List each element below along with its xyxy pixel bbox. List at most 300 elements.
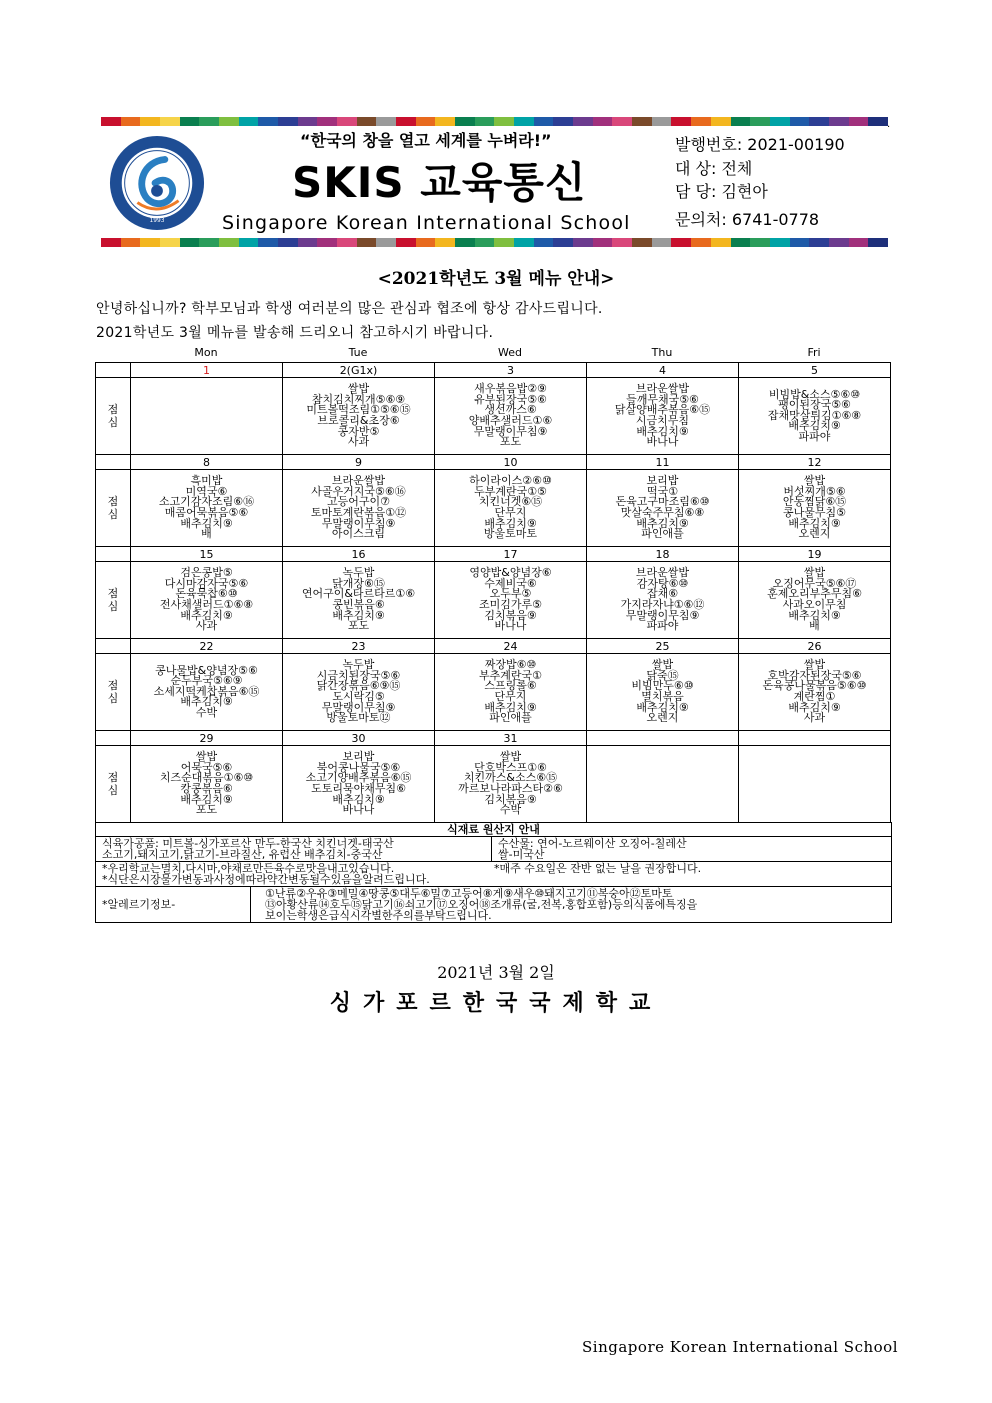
menu-item: 쌀밥: [803, 658, 826, 672]
meal-cell: [283, 378, 435, 455]
meal-row: [96, 654, 891, 731]
meal-cell: [435, 654, 587, 731]
bar-segment: [455, 117, 475, 126]
allergy-line-1: ①난류②우유③메밀④땅콩⑤대두⑥밀⑦고등어⑧게⑨새우⑩돼지고기⑪복숭아⑫토마토: [265, 887, 673, 900]
menu-item: 무말랭이무침⑨: [321, 516, 396, 530]
menu-item: 돈육고구마조림⑥⑩: [615, 495, 710, 509]
menu-item: 김치볶음⑨: [484, 608, 537, 622]
bar-segment: [534, 238, 554, 247]
menu-item: 브라운쌀밥: [635, 566, 690, 580]
meal-cell: [131, 470, 283, 547]
menu-item: 배추김치⑨: [636, 516, 689, 530]
menu-item: 감자탕⑥⑩: [636, 576, 689, 590]
meal-cell: [131, 746, 283, 823]
bar-segment: [337, 238, 357, 247]
meal-row: [96, 746, 891, 823]
menu-item: 배추김치⑨: [180, 516, 233, 530]
origin-table: [95, 822, 892, 923]
bar-segment: [632, 117, 652, 126]
person-in-charge: 담 당: 김현아: [675, 182, 768, 201]
date-cell: 19: [739, 547, 891, 562]
menu-item: 하이라이스②⑥⑩: [469, 474, 552, 488]
bar-segment: [573, 238, 593, 247]
menu-item: 사골우거지국⑤⑥⑯: [311, 484, 406, 498]
date-cell: 15: [131, 547, 283, 562]
meal-label-char: 점: [107, 403, 119, 416]
allergy-label: *알레르기정보-: [96, 887, 251, 923]
menu-item: 브로콜리&초장⑥: [317, 414, 400, 427]
meal-cell: [435, 378, 587, 455]
menu-item: 녹두밥: [342, 658, 375, 672]
menu-item: 사과: [195, 619, 218, 633]
menu-item: 배추김치⑨: [788, 516, 841, 530]
date-cell: 18: [587, 547, 739, 562]
date-cell: [739, 731, 891, 746]
meal-label-char: 점: [107, 679, 119, 692]
meal-cell: [435, 746, 587, 823]
menu-item: 연어구이&타르타르①⑥: [301, 587, 416, 601]
meal-label-char: 점: [107, 495, 119, 508]
meal-cell: [131, 654, 283, 731]
menu-item: 안동찜닭⑥⑮: [782, 495, 847, 509]
school-english-name: Singapore Korean International School: [222, 212, 631, 234]
menu-item: 배추김치⑨: [484, 516, 537, 530]
date-row-spacer: [96, 639, 131, 654]
menu-item: 단무지: [494, 690, 527, 703]
menu-item: 브라운쌀밥: [331, 474, 386, 488]
meal-cell: [283, 746, 435, 823]
menu-item: 사과: [803, 711, 826, 725]
menu-item: 가지라자냐①⑥⑫: [620, 598, 705, 611]
bar-segment: [868, 238, 888, 247]
meal-label-char: 심: [107, 508, 119, 521]
bar-segment: [514, 238, 534, 247]
date-cell: 24: [435, 639, 587, 654]
menu-item: 배추김치⑨: [332, 792, 385, 806]
top-color-bar: [101, 117, 888, 126]
meal-row: [96, 562, 891, 639]
menu-item: 배추김치⑨: [484, 700, 537, 714]
menu-item: 치킨너겟⑥⑮: [478, 495, 543, 509]
bar-segment: [160, 117, 180, 126]
menu-item: 소고기감자조림⑥⑯: [158, 495, 255, 509]
meal-cell: [587, 378, 739, 455]
school-korean-name: 싱가포르한국국제학교: [329, 990, 663, 1016]
menu-item: 포도: [347, 619, 370, 633]
menu-item: 수박: [499, 803, 522, 817]
bar-segment: [711, 238, 731, 247]
date-cell: 22: [131, 639, 283, 654]
menu-item: 배추김치⑨: [180, 792, 233, 806]
bar-segment: [632, 238, 652, 247]
menu-item: 사과오이무침: [782, 598, 847, 611]
bar-segment: [671, 238, 691, 247]
menu-item: 북어콩나물국⑤⑥: [316, 760, 401, 774]
bar-segment: [534, 117, 554, 126]
menu-item: 보리밥: [342, 750, 375, 764]
menu-item: 방울토마토⑫: [326, 711, 391, 725]
svg-text:1993: 1993: [149, 218, 165, 225]
bar-segment: [376, 117, 396, 126]
date-cell: 10: [435, 455, 587, 470]
menu-item: 매콤어묵볶음⑤⑥: [164, 506, 249, 519]
menu-item: 생선까스⑥: [484, 403, 537, 417]
meal-label: [96, 654, 131, 731]
menu-item: 배: [809, 619, 820, 633]
menu-item: 들깨무채국⑤⑥: [626, 392, 699, 406]
footer-school-name: Singapore Korean International School: [582, 1338, 898, 1356]
origin-processed-line-2: 소고기,돼지고기,닭고기-브라질산, 유럽산 배추김치-중국산: [102, 848, 383, 861]
bar-segment: [278, 238, 298, 247]
bar-segment: [849, 238, 869, 247]
date-row: [96, 731, 891, 746]
menu-title: <2021학년도 3월 메뉴 안내>: [377, 269, 615, 289]
menu-item: 스프링롤⑥: [484, 679, 537, 693]
menu-item: 떡국①: [646, 484, 679, 498]
weekday-wed: Wed: [498, 346, 522, 359]
bar-segment: [671, 117, 691, 126]
menu-item: 맛살숙주무침⑥⑧: [620, 506, 705, 519]
bar-segment: [790, 117, 810, 126]
origin-heading: 식재료 원산지 안내: [96, 823, 892, 837]
menu-item: 미트볼떡조림①⑤⑥⑮: [306, 403, 411, 417]
date-cell: 31: [435, 731, 587, 746]
menu-item: 배추김치⑨: [180, 695, 233, 709]
bar-segment: [612, 117, 632, 126]
meal-label-char: 점: [107, 771, 119, 784]
bar-segment: [809, 117, 829, 126]
bar-segment: [750, 117, 770, 126]
menu-item: 배추김치⑨: [636, 700, 689, 714]
slogan: “한국의 창을 열고 세계를 누벼라!”: [300, 131, 552, 150]
menu-item: 캉콩볶음⑥: [180, 782, 233, 795]
menu-item: 전사채샐러드①⑥⑧: [159, 598, 254, 611]
menu-item: 파파야: [798, 429, 831, 443]
bar-segment: [258, 238, 278, 247]
date-cell: 30: [283, 731, 435, 746]
bar-segment: [691, 238, 711, 247]
bar-segment: [416, 117, 436, 126]
menu-item: 토마토계란볶음①⑫: [310, 506, 407, 519]
menu-item: 순두부국⑤⑥⑨: [170, 674, 243, 688]
bar-segment: [278, 117, 298, 126]
menu-item: 비빔밥&소스⑤⑥⑩: [768, 387, 861, 401]
menu-item: 닭죽⑮: [646, 668, 679, 682]
allergy-line-3: 보이는학생은급식시각별한주의를부탁드립니다.: [265, 909, 492, 922]
menu-item: 단무지: [494, 506, 527, 519]
menu-item: 콩자반⑤: [337, 424, 380, 438]
issue-number: 발행번호: 2021-00190: [675, 135, 845, 154]
menu-item: 까르보나라파스타②⑥: [458, 782, 563, 795]
bar-segment: [435, 117, 455, 126]
bar-segment: [455, 238, 475, 247]
menu-item: 배추김치⑨: [636, 424, 689, 438]
meal-label-char: 심: [107, 600, 119, 613]
note-broth: *우리학교는멸치,다시마,야채로만든육수로맛을내고있습니다.: [102, 862, 395, 875]
bar-segment: [731, 238, 751, 247]
menu-item: 오렌지: [646, 711, 679, 725]
date-cell: 26: [739, 639, 891, 654]
menu-item: 콩나물밥&양념장⑤⑥: [155, 663, 258, 677]
meal-cell: [283, 470, 435, 547]
origin-seafood-line-2: 쌀-미국산: [498, 848, 545, 861]
menu-item: 도토리묵야채무침⑥: [311, 782, 406, 795]
meal-cell: [131, 378, 283, 455]
school-logo: [108, 134, 206, 232]
bar-segment: [691, 117, 711, 126]
bar-segment: [731, 117, 751, 126]
menu-item: 도시락김⑤: [332, 690, 385, 703]
meal-cell: [283, 654, 435, 731]
date-cell: 25: [587, 639, 739, 654]
date-row-spacer: [96, 731, 131, 746]
meal-label: [96, 378, 131, 455]
origin-processed: [96, 837, 492, 862]
bar-segment: [121, 238, 141, 247]
bar-segment: [357, 117, 377, 126]
meal-cell: [739, 378, 891, 455]
date-cell: 17: [435, 547, 587, 562]
menu-item: 돈육콩나물볶음⑤⑥⑩: [762, 679, 867, 693]
weekday-fri: Fri: [807, 346, 821, 359]
bar-segment: [553, 238, 573, 247]
menu-item: 무말랭이무침⑨: [625, 608, 700, 622]
bar-segment: [593, 238, 613, 247]
bar-segment: [475, 117, 495, 126]
menu-item: 팽이된장국⑤⑥: [778, 398, 851, 412]
menu-item: 콩빈볶음⑥: [332, 598, 385, 611]
meal-label-char: 심: [107, 416, 119, 429]
menu-item: 닭살양배추볶음⑥⑮: [614, 403, 711, 417]
bar-segment: [829, 238, 849, 247]
greeting-line-2: 2021학년도 3월 메뉴를 발송해 드리오니 참고하시기 바랍니다.: [96, 325, 494, 341]
meal-cell: [587, 470, 739, 547]
bar-segment: [180, 238, 200, 247]
bar-segment: [849, 117, 869, 126]
bar-segment: [435, 238, 455, 247]
date-cell: 11: [587, 455, 739, 470]
date-row: [96, 639, 891, 654]
bar-segment: [180, 117, 200, 126]
menu-item: 무말랭이무침⑨: [321, 700, 396, 714]
greeting-line-1: 안녕하십니까? 학부모님과 학생 여러분의 많은 관심과 협조에 항상 감사드립니다.: [96, 301, 603, 317]
bar-segment: [711, 117, 731, 126]
menu-item: 배추김치⑨: [180, 608, 233, 622]
menu-calendar: [95, 362, 891, 823]
bar-segment: [553, 117, 573, 126]
weekday-mon: Mon: [194, 346, 218, 359]
menu-item: 돈육묵찹⑥⑩: [175, 587, 238, 601]
date-cell: 3: [435, 363, 587, 378]
origin-notes: [96, 862, 892, 887]
weekday-header: [130, 346, 890, 359]
bar-segment: [199, 238, 219, 247]
bar-segment: [790, 238, 810, 247]
bar-segment: [337, 117, 357, 126]
meal-label: [96, 746, 131, 823]
date-cell: 12: [739, 455, 891, 470]
bar-segment: [573, 117, 593, 126]
bar-segment: [475, 238, 495, 247]
menu-item: 흑미밥: [190, 474, 223, 488]
date-row: [96, 455, 891, 470]
date-cell: 9: [283, 455, 435, 470]
meal-cell: [739, 654, 891, 731]
menu-item: 보리밥: [646, 474, 679, 488]
weekday-tue: Tue: [348, 346, 368, 359]
menu-item: 닭개장⑥⑮: [332, 576, 385, 590]
bar-segment: [416, 238, 436, 247]
bar-segment: [298, 238, 318, 247]
bar-segment: [514, 117, 534, 126]
menu-item: 배추김치⑨: [788, 608, 841, 622]
bar-segment: [612, 238, 632, 247]
bar-segment: [317, 117, 337, 126]
menu-item: 배추김치⑨: [332, 608, 385, 622]
menu-item: 비빔만두⑥⑩: [631, 679, 694, 693]
menu-item: 치킨까스&소스⑥⑮: [463, 771, 558, 785]
menu-item: 조미김가루⑤: [479, 598, 542, 611]
menu-item: 고등어구이⑦: [327, 495, 390, 509]
menu-item: 쌀밥: [803, 474, 826, 488]
menu-item: 유부된장국⑤⑥: [474, 392, 547, 406]
menu-item: 소세지떡케찹볶음⑥⑮: [153, 684, 260, 698]
menu-item: 쌀밥: [347, 382, 370, 396]
menu-item: 미역국⑥: [185, 484, 228, 498]
meal-label: [96, 562, 131, 639]
bar-segment: [770, 117, 790, 126]
meal-cell: [739, 746, 891, 823]
menu-item: 멸치볶음: [641, 690, 684, 703]
meal-cell: [131, 562, 283, 639]
origin-processed-line-1: 식육가공품: 미트볼-싱가포르산 만두-한국산 치킨너겟-태국산: [102, 837, 394, 850]
menu-item: 녹두밥: [342, 566, 375, 580]
meal-cell: [739, 562, 891, 639]
menu-item: 포도: [195, 803, 218, 817]
menu-item: 소고기양배추볶음⑥⑮: [305, 771, 412, 785]
menu-item: 짜장밥⑥⑩: [484, 658, 537, 672]
date-cell: 8: [131, 455, 283, 470]
bar-segment: [376, 238, 396, 247]
menu-item: 검은콩밥⑤: [180, 566, 233, 580]
meal-label: [96, 470, 131, 547]
bar-segment: [199, 117, 219, 126]
date-row: [96, 547, 891, 562]
bar-segment: [219, 238, 239, 247]
bar-segment: [239, 238, 259, 247]
newsletter-title: SKIS 교육통신: [292, 158, 587, 207]
bar-segment: [396, 238, 416, 247]
menu-item: 단호박스프①⑥: [474, 760, 547, 774]
meal-label-char: 심: [107, 692, 119, 705]
meal-cell: [739, 470, 891, 547]
menu-item: 시금치된장국⑤⑥: [316, 668, 401, 682]
origin-seafood: [492, 837, 892, 862]
date-row-spacer: [96, 455, 131, 470]
meal-row: [96, 470, 891, 547]
menu-item: 잡채맛살튀김①⑥⑧: [767, 408, 862, 422]
bar-segment: [868, 117, 888, 126]
date-cell: [587, 731, 739, 746]
menu-item: 수제비국⑥: [484, 576, 537, 590]
menu-item: 바나나: [342, 803, 375, 817]
menu-item: 부추계란국①: [479, 668, 542, 682]
bar-segment: [494, 117, 514, 126]
menu-item: 아이스크림: [331, 527, 386, 541]
bar-segment: [652, 238, 672, 247]
bottom-color-bar: [101, 238, 888, 247]
menu-item: 닭간장볶음⑥⑨⑮: [316, 679, 401, 693]
menu-item: 훈제오리부추무침⑥: [767, 587, 862, 601]
bar-segment: [652, 117, 672, 126]
menu-item: 잡채⑥: [646, 587, 679, 601]
bar-segment: [770, 238, 790, 247]
menu-item: 김치볶음⑨: [484, 792, 537, 806]
date-row: [96, 363, 891, 378]
menu-item: 참치김치찌개⑤⑥⑨: [311, 392, 406, 406]
date-cell: 2(G1x): [283, 363, 435, 378]
bar-dot: .: [887, 119, 891, 130]
meal-label-char: 심: [107, 784, 119, 797]
date-row-spacer: [96, 363, 131, 378]
bar-segment: [809, 238, 829, 247]
bar-segment: [101, 117, 121, 126]
menu-item: 바나나: [646, 435, 679, 449]
note-menu-change: *식단은시장물가변동과사정에따라약간변동될수있음을알려드립니다.: [102, 873, 430, 886]
menu-item: 두부계란국①⑤: [474, 484, 547, 498]
menu-item: 파파야: [646, 619, 679, 633]
menu-item: 버섯찌개⑤⑥: [783, 484, 846, 498]
menu-item: 배추김치⑨: [788, 700, 841, 714]
bar-segment: [101, 238, 121, 247]
menu-item: 무말랭이무침⑨: [473, 424, 548, 438]
meal-cell: [435, 562, 587, 639]
menu-item: 포도: [499, 435, 522, 449]
menu-item: 어묵국⑤⑥: [180, 760, 233, 774]
menu-item: 수박: [195, 705, 218, 719]
meal-cell: [435, 470, 587, 547]
date-row-spacer: [96, 547, 131, 562]
menu-item: 바나나: [494, 619, 527, 633]
bar-segment: [357, 238, 377, 247]
contact-phone: 문의처: 6741-0778: [675, 210, 820, 229]
target-audience: 대 상: 전체: [675, 159, 753, 178]
menu-item: 다시마감자국⑤⑥: [164, 576, 249, 590]
bar-segment: [317, 238, 337, 247]
bar-segment: [298, 117, 318, 126]
date-cell: 1: [131, 363, 283, 378]
bar-segment: [160, 238, 180, 247]
meal-cell: [283, 562, 435, 639]
menu-item: 사과: [347, 435, 370, 449]
bar-segment: [396, 117, 416, 126]
menu-item: 새우볶음밥②⑨: [474, 382, 547, 396]
bar-segment: [140, 238, 160, 247]
meal-cell: [587, 654, 739, 731]
menu-item: 양배추샐러드①⑥: [468, 414, 553, 427]
menu-item: 방울토마토: [483, 527, 538, 541]
menu-item: 시금치무침: [635, 414, 690, 427]
menu-item: 오렌지: [798, 527, 831, 541]
meal-label-char: 점: [107, 587, 119, 600]
meal-row: [96, 378, 891, 455]
note-wednesday: *매주 수요일은 잔반 없는 날을 권장합니다.: [494, 862, 702, 875]
date-cell: 5: [739, 363, 891, 378]
bar-segment: [750, 238, 770, 247]
menu-item: 호박감자된장국⑤⑥: [767, 668, 862, 682]
menu-item: 오징어무국⑤⑥⑰: [772, 576, 857, 590]
bar-segment: [829, 117, 849, 126]
